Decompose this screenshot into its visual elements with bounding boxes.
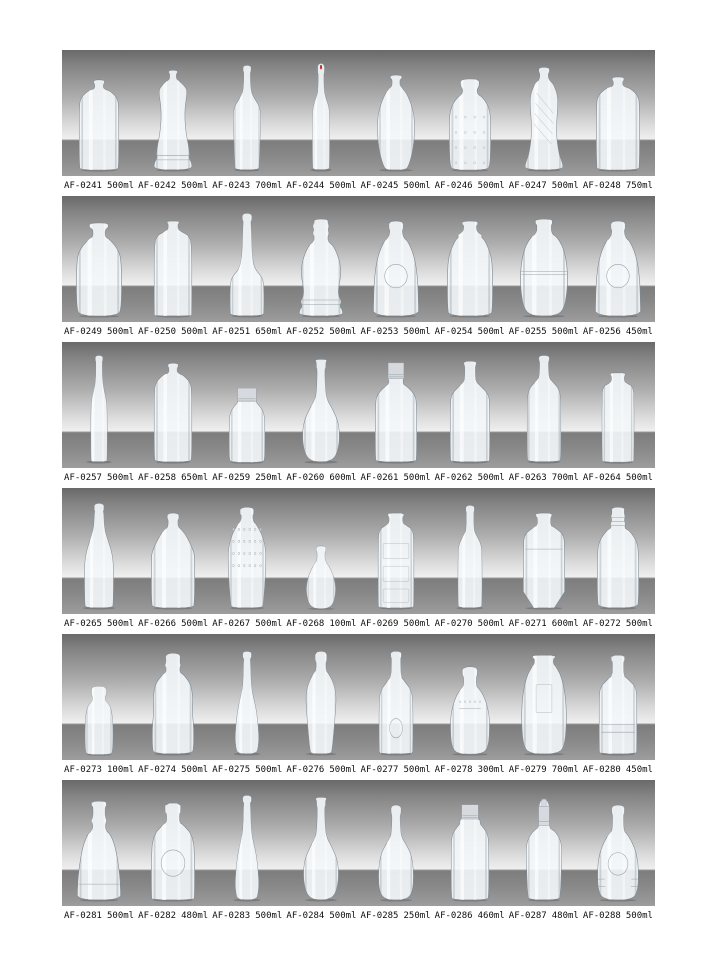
label-row: [62, 760, 655, 780]
bottle-code: AF-0241: [64, 181, 102, 191]
bottle-photo-AF-0275: [210, 634, 284, 760]
bottle-icon: [153, 218, 193, 318]
bottle-photo-AF-0285: [359, 780, 433, 906]
bottle-label: [507, 760, 581, 780]
bottle-volume: 500ml: [181, 765, 209, 775]
bottle-icon: [594, 218, 642, 318]
bottle-icon: [449, 358, 491, 464]
bottle-code: AF-0281: [64, 911, 102, 921]
bottle-label: [507, 614, 581, 634]
bottle-icon: [372, 218, 420, 318]
bottle-code: AF-0273: [64, 765, 102, 775]
bottle-label: [507, 468, 581, 488]
bottle-code: AF-0272: [582, 619, 621, 629]
catalog-row-3: [62, 342, 655, 488]
bottle-icon: [308, 60, 334, 172]
bottle-photo-AF-0255: [507, 196, 581, 322]
bottle-icon: [150, 510, 196, 610]
bottle-photo-AF-0257: [62, 342, 136, 468]
bottle-photo-AF-0256: [581, 196, 655, 322]
bottle-photo-AF-0271: [507, 488, 581, 614]
bottle-icon: [525, 352, 563, 464]
bottle-label: [359, 176, 433, 196]
bottle-icon: [302, 794, 340, 902]
bottle-photo-AF-0282: [136, 780, 210, 906]
bottle-code: AF-0269: [360, 619, 399, 629]
bottle-label: [507, 906, 581, 926]
bottle-icon: [303, 648, 339, 756]
bottle-code: AF-0253: [360, 327, 399, 337]
bottle-icon: [231, 648, 263, 756]
bottle-icon: [84, 684, 114, 756]
bottle-code: AF-0263: [508, 473, 547, 483]
bottle-code: AF-0243: [212, 181, 251, 191]
bottle-label: [62, 468, 136, 488]
catalog-row-2: [62, 196, 655, 342]
bottle-code: AF-0260: [286, 473, 325, 483]
bottle-code: AF-0258: [138, 473, 177, 483]
bottle-volume: 500ml: [329, 181, 357, 191]
bottle-photo-AF-0253: [359, 196, 433, 322]
bottle-label: [433, 322, 507, 342]
bottle-volume: 250ml: [255, 473, 283, 483]
bottle-photo-AF-0263: [507, 342, 581, 468]
bottle-volume: 500ml: [625, 619, 653, 629]
bottle-label: [581, 322, 655, 342]
bottle-icon: [305, 544, 337, 610]
bottle-label: [210, 322, 284, 342]
bottle-volume: 500ml: [403, 619, 431, 629]
bottle-icon: [228, 386, 266, 464]
bottle-volume: 460ml: [477, 911, 505, 921]
label-row: [62, 906, 655, 926]
bottle-code: AF-0274: [138, 765, 177, 775]
label-row: [62, 176, 655, 196]
bottle-icon: [232, 62, 262, 172]
bottle-photo-AF-0266: [136, 488, 210, 614]
bottle-icon: [153, 360, 193, 464]
bottle-label: [136, 176, 210, 196]
bottle-volume: 500ml: [329, 327, 357, 337]
bottle-code: AF-0279: [508, 765, 547, 775]
bottle-icon: [601, 370, 635, 464]
bottle-volume: 100ml: [106, 765, 135, 775]
bottle-volume: 480ml: [551, 911, 579, 921]
bottle-code: AF-0284: [286, 911, 325, 921]
photo-strip: [62, 342, 655, 468]
bottle-label: [359, 760, 433, 780]
bottle-volume: 300ml: [477, 765, 505, 775]
bottle-label: [581, 760, 655, 780]
bottle-code: AF-0283: [212, 911, 251, 921]
bottle-code: AF-0287: [508, 911, 547, 921]
bottle-photo-AF-0245: [359, 50, 433, 176]
bottle-photo-AF-0284: [284, 780, 358, 906]
bottle-photo-AF-0244: [284, 50, 358, 176]
bottle-photo-AF-0258: [136, 342, 210, 468]
bottle-code: AF-0248: [582, 181, 621, 191]
bottle-photo-AF-0286: [433, 780, 507, 906]
bottle-label: [581, 906, 655, 926]
bottle-label: [284, 906, 358, 926]
bottle-label: [136, 760, 210, 780]
bottle-photo-AF-0287: [507, 780, 581, 906]
bottle-photo-AF-0268: [284, 488, 358, 614]
bottle-icon: [76, 798, 122, 902]
bottle-volume: 500ml: [255, 765, 283, 775]
bottle-photo-AF-0272: [581, 488, 655, 614]
bottle-volume: 500ml: [255, 911, 283, 921]
bottle-label: [210, 468, 284, 488]
bottle-volume: 500ml: [329, 911, 357, 921]
bottle-volume: 650ml: [255, 327, 283, 337]
bottle-volume: 450ml: [625, 327, 653, 337]
bottle-label: [433, 760, 507, 780]
bottle-label: [136, 906, 210, 926]
photo-strip: [62, 50, 655, 176]
bottle-volume: 500ml: [181, 327, 209, 337]
bottle-code: AF-0252: [286, 327, 325, 337]
bottle-label: [136, 322, 210, 342]
bottle-volume: 700ml: [255, 181, 283, 191]
bottle-volume: 500ml: [403, 181, 431, 191]
bottle-volume: 250ml: [403, 911, 431, 921]
bottle-label: [284, 322, 358, 342]
bottle-icon: [229, 210, 265, 318]
bottle-label: [284, 760, 358, 780]
bottle-photo-AF-0242: [136, 50, 210, 176]
bottle-icon: [454, 502, 486, 610]
bottle-volume: 500ml: [477, 619, 505, 629]
bottle-code: AF-0277: [360, 765, 399, 775]
bottle-volume: 500ml: [106, 181, 135, 191]
bottle-photo-AF-0246: [433, 50, 507, 176]
bottle-label: [210, 614, 284, 634]
bottle-volume: 500ml: [477, 473, 505, 483]
bottle-volume: 700ml: [551, 473, 579, 483]
bottle-icon: [84, 352, 114, 464]
bottle-label: [359, 322, 433, 342]
bottle-volume: 750ml: [625, 181, 653, 191]
bottle-icon: [524, 64, 564, 172]
bottle-label: [136, 468, 210, 488]
bottle-label: [581, 176, 655, 196]
bottle-photo-AF-0276: [284, 634, 358, 760]
bottle-code: AF-0267: [212, 619, 251, 629]
bottle-volume: 500ml: [106, 911, 135, 921]
bottle-code: AF-0268: [286, 619, 325, 629]
bottle-label: [433, 468, 507, 488]
photo-strip: [62, 634, 655, 760]
bottle-code: AF-0270: [434, 619, 473, 629]
bottle-label: [433, 906, 507, 926]
bottle-volume: 500ml: [106, 619, 135, 629]
bottle-icon: [450, 802, 490, 902]
bottle-label: [359, 468, 433, 488]
bottle-label: [433, 614, 507, 634]
bottle-volume: 100ml: [329, 619, 357, 629]
bottle-photo-AF-0274: [136, 634, 210, 760]
bottle-label: [62, 906, 136, 926]
bottle-photo-AF-0251: [210, 196, 284, 322]
bottle-code: AF-0288: [582, 911, 621, 921]
bottle-code: AF-0262: [434, 473, 473, 483]
bottle-code: AF-0280: [582, 765, 621, 775]
bottle-photo-AF-0249: [62, 196, 136, 322]
bottle-volume: 500ml: [551, 327, 579, 337]
bottle-code: AF-0276: [286, 765, 325, 775]
bottle-icon: [376, 72, 416, 172]
catalog-row-5: [62, 634, 655, 780]
bottle-icon: [377, 802, 415, 902]
bottle-photo-AF-0264: [581, 342, 655, 468]
catalog-row-4: [62, 488, 655, 634]
bottle-icon: [520, 652, 568, 756]
bottle-photo-AF-0265: [62, 488, 136, 614]
bottle-icon: [153, 67, 193, 172]
bottle-icon: [151, 650, 195, 756]
bottle-code: AF-0261: [360, 473, 399, 483]
bottle-photo-AF-0269: [359, 488, 433, 614]
bottle-code: AF-0247: [508, 181, 547, 191]
bottle-volume: 600ml: [329, 473, 357, 483]
bottle-icon: [150, 800, 196, 902]
bottle-icon: [75, 220, 123, 318]
bottle-volume: 500ml: [329, 765, 357, 775]
bottle-volume: 500ml: [403, 473, 431, 483]
bottle-icon: [596, 802, 640, 902]
bottle-volume: 500ml: [181, 181, 209, 191]
bottle-photo-AF-0270: [433, 488, 507, 614]
bottle-code: AF-0257: [64, 473, 102, 483]
bottle-label: [359, 614, 433, 634]
bottle-label: [507, 322, 581, 342]
bottle-volume: 500ml: [106, 473, 135, 483]
bottle-volume: 600ml: [551, 619, 579, 629]
bottle-photo-AF-0273: [62, 634, 136, 760]
bottle-label: [210, 176, 284, 196]
bottle-photo-AF-0277: [359, 634, 433, 760]
bottle-code: AF-0264: [582, 473, 621, 483]
bottle-photo-AF-0279: [507, 634, 581, 760]
bottle-label: [62, 760, 136, 780]
bottle-code: AF-0250: [138, 327, 177, 337]
bottle-volume: 500ml: [255, 619, 283, 629]
bottle-code: AF-0245: [360, 181, 399, 191]
bottle-volume: 650ml: [181, 473, 209, 483]
bottle-photo-AF-0252: [284, 196, 358, 322]
bottle-code: AF-0251: [212, 327, 251, 337]
bottle-photo-AF-0250: [136, 196, 210, 322]
bottle-icon: [525, 796, 563, 902]
label-row: [62, 322, 655, 342]
bottle-label: [284, 468, 358, 488]
bottle-volume: 500ml: [106, 327, 135, 337]
catalog-row-1: [62, 50, 655, 196]
bottle-photo-AF-0267: [210, 488, 284, 614]
bottle-volume: 500ml: [181, 619, 209, 629]
bottle-icon: [374, 360, 418, 464]
bottle-volume: 500ml: [477, 327, 505, 337]
bottle-volume: 700ml: [551, 765, 579, 775]
bottle-code: AF-0259: [212, 473, 251, 483]
bottle-code: AF-0275: [212, 765, 251, 775]
bottle-icon: [449, 664, 491, 756]
bottle-volume: 500ml: [403, 765, 431, 775]
bottle-volume: 500ml: [625, 473, 653, 483]
bottle-icon: [301, 356, 341, 464]
bottle-icon: [378, 648, 414, 756]
bottle-code: AF-0255: [508, 327, 547, 337]
bottle-volume: 450ml: [625, 765, 653, 775]
bottle-photo-AF-0278: [433, 634, 507, 760]
bottle-volume: 500ml: [551, 181, 579, 191]
bottle-photo-AF-0241: [62, 50, 136, 176]
bottle-label: [210, 906, 284, 926]
bottle-label: [284, 614, 358, 634]
photo-strip: [62, 196, 655, 322]
bottle-code: AF-0266: [138, 619, 177, 629]
bottle-label: [62, 176, 136, 196]
bottle-code: AF-0282: [138, 911, 177, 921]
bottle-label: [581, 468, 655, 488]
bottle-icon: [448, 76, 492, 172]
bottle-photo-AF-0243: [210, 50, 284, 176]
bottle-code: AF-0286: [434, 911, 473, 921]
bottle-icon: [298, 216, 344, 318]
photo-strip: [62, 488, 655, 614]
bottle-label: [62, 614, 136, 634]
bottle-label: [507, 176, 581, 196]
bottle-label: [136, 614, 210, 634]
bottle-photo-AF-0260: [284, 342, 358, 468]
bottle-icon: [80, 500, 118, 610]
bottle-photo-AF-0259: [210, 342, 284, 468]
bottle-icon: [78, 77, 120, 172]
bottle-code: AF-0246: [434, 181, 473, 191]
bottle-label: [284, 176, 358, 196]
bottle-volume: 480ml: [181, 911, 209, 921]
bottle-code: AF-0256: [582, 327, 621, 337]
label-row: [62, 468, 655, 488]
bottle-label: [581, 614, 655, 634]
bottle-icon: [519, 216, 569, 318]
bottle-icon: [377, 510, 415, 610]
bottle-photo-AF-0247: [507, 50, 581, 176]
bottle-icon: [596, 504, 640, 610]
bottle-photo-AF-0280: [581, 634, 655, 760]
bottle-photo-AF-0281: [62, 780, 136, 906]
bottle-code: AF-0242: [138, 181, 177, 191]
bottle-volume: 500ml: [477, 181, 505, 191]
bottle-photo-AF-0288: [581, 780, 655, 906]
bottle-icon: [522, 510, 566, 610]
bottle-icon: [231, 792, 263, 902]
bottle-catalog-grid: [62, 50, 655, 926]
bottle-photo-AF-0248: [581, 50, 655, 176]
bottle-volume: 500ml: [625, 911, 653, 921]
catalog-row-6: [62, 780, 655, 926]
bottle-label: [210, 760, 284, 780]
bottle-code: AF-0285: [360, 911, 399, 921]
bottle-photo-AF-0283: [210, 780, 284, 906]
bottle-label: [62, 322, 136, 342]
bottle-volume: 500ml: [403, 327, 431, 337]
photo-strip: [62, 780, 655, 906]
bottle-code: AF-0278: [434, 765, 473, 775]
bottle-code: AF-0249: [64, 327, 102, 337]
bottle-photo-AF-0254: [433, 196, 507, 322]
bottle-label: [433, 176, 507, 196]
bottle-code: AF-0271: [508, 619, 547, 629]
label-row: [62, 614, 655, 634]
bottle-icon: [227, 504, 267, 610]
bottle-photo-AF-0262: [433, 342, 507, 468]
bottle-code: AF-0254: [434, 327, 473, 337]
bottle-code: AF-0265: [64, 619, 102, 629]
bottle-code: AF-0244: [286, 181, 325, 191]
bottle-icon: [446, 218, 494, 318]
bottle-label: [359, 906, 433, 926]
bottle-photo-AF-0261: [359, 342, 433, 468]
bottle-icon: [598, 652, 638, 756]
bottle-icon: [595, 74, 641, 172]
